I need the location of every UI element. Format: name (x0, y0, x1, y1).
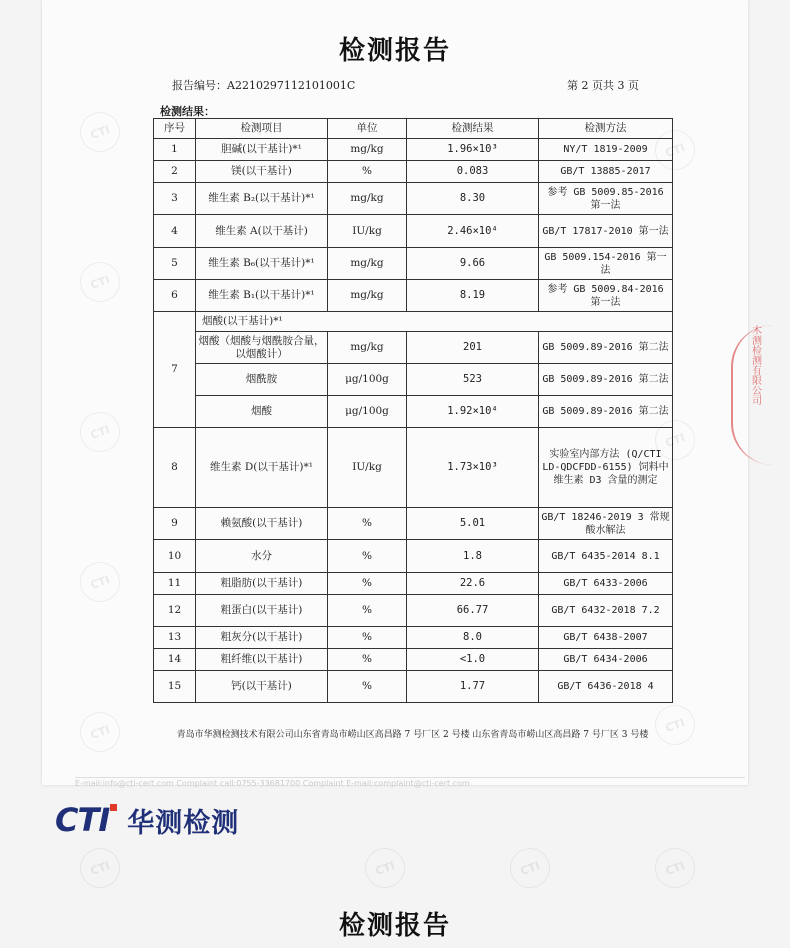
cell-no: 2 (154, 161, 196, 183)
cell-result: 9.66 (407, 248, 539, 280)
header-unit: 单位 (328, 119, 407, 139)
table-row (154, 215, 673, 248)
table-row (154, 139, 673, 161)
cell-unit: % (328, 671, 407, 703)
table-row (154, 595, 673, 627)
cell-no: 12 (154, 595, 196, 627)
cell-item: 粗脂肪(以干基计) (196, 573, 328, 595)
cell-unit: mg/kg (328, 332, 407, 364)
results-table (153, 118, 673, 703)
table-row (154, 508, 673, 540)
cell-no: 3 (154, 183, 196, 215)
cell-unit: % (328, 540, 407, 573)
table-row (154, 671, 673, 703)
table-row (154, 428, 673, 508)
next-page-title: 检测报告 (338, 911, 451, 941)
cell-result: 523 (407, 364, 539, 396)
cell-unit: % (328, 649, 407, 671)
cell-method: 参考 GB 5009.85-2016 第一法 (539, 183, 673, 215)
cell-method: GB/T 6438-2007 (539, 627, 673, 649)
header-no: 序号 (154, 119, 196, 139)
cell-result: 0.083 (407, 161, 539, 183)
cell-item: 镁(以干基计) (196, 161, 328, 183)
page-info: 第 2 页共 3 页 (567, 79, 639, 92)
cell-result: 1.73×10³ (407, 428, 539, 508)
cell-group-title: 烟酸(以干基计)*¹ (196, 312, 673, 332)
watermark-logo: CTI (74, 406, 125, 457)
table-row (154, 573, 673, 595)
report-number: 报告编号：A2210297112101001C (172, 79, 356, 92)
cti-logo-text: CTI (55, 801, 110, 839)
cell-item: 粗灰分(以干基计) (196, 627, 328, 649)
cell-method: GB/T 6433-2006 (539, 573, 673, 595)
cell-method: GB 5009.89-2016 第二法 (539, 396, 673, 428)
watermark-logo: CTI (74, 256, 125, 307)
cell-result: 5.01 (407, 508, 539, 540)
contact-line: E-mail:info@cti-cert.com Complaint call:0755-33681700 Complaint E-mail:complaint@cti-cert.com (75, 777, 745, 788)
cell-method: GB 5009.89-2016 第二法 (539, 364, 673, 396)
cell-result: 201 (407, 332, 539, 364)
watermark-logo: CTI (74, 556, 125, 607)
cell-result: 66.77 (407, 595, 539, 627)
cell-method: 参考 GB 5009.84-2016 第一法 (539, 280, 673, 312)
cell-no: 9 (154, 508, 196, 540)
table-row (154, 649, 673, 671)
cti-logo (55, 801, 119, 839)
header-item: 检测项目 (196, 119, 328, 139)
cell-unit: μg/100g (328, 396, 407, 428)
footer-address: 青岛市华测检测技术有限公司山东省青岛市崂山区高昌路 7 号厂区 2 号楼 山东省青岛市崂山区高昌路 7 号厂区 3 号楼 (176, 730, 649, 740)
table-row (154, 280, 673, 312)
cell-item: 粗蛋白(以干基计) (196, 595, 328, 627)
watermark-logo: CTI (649, 699, 700, 750)
cell-result: 8.30 (407, 183, 539, 215)
cell-unit: μg/100g (328, 364, 407, 396)
cell-method: GB/T 6432-2018 7.2 (539, 595, 673, 627)
cell-unit: mg/kg (328, 139, 407, 161)
cell-unit: % (328, 627, 407, 649)
table-row (154, 248, 673, 280)
watermark-logo: CTI (74, 842, 125, 893)
cell-unit: % (328, 595, 407, 627)
table-row (154, 332, 673, 364)
cell-result: 8.0 (407, 627, 539, 649)
watermark-logo: CTI (649, 414, 700, 465)
cell-item: 水分 (196, 540, 328, 573)
cell-method: GB 5009.154-2016 第一法 (539, 248, 673, 280)
cell-unit: % (328, 573, 407, 595)
cell-item: 赖氨酸(以干基计) (196, 508, 328, 540)
cell-method: 实验室内部方法 (Q/CTI LD-QDCFDD-6155) 饲料中维生素 D3 含量的测定 (539, 428, 673, 508)
cell-method: GB 5009.89-2016 第二法 (539, 332, 673, 364)
cell-unit: mg/kg (328, 280, 407, 312)
cell-item: 维生素 D(以干基计)*¹ (196, 428, 328, 508)
table-row (154, 540, 673, 573)
cell-no: 5 (154, 248, 196, 280)
cell-method: GB/T 6434-2006 (539, 649, 673, 671)
cell-method: GB/T 18246-2019 3 常规酸水解法 (539, 508, 673, 540)
cell-item: 烟酸（烟酸与烟酰胺合量，以烟酸计） (196, 332, 328, 364)
cell-no: 15 (154, 671, 196, 703)
cell-no: 10 (154, 540, 196, 573)
cell-item: 烟酸 (196, 396, 328, 428)
cell-result: 1.92×10⁴ (407, 396, 539, 428)
table-row (154, 312, 673, 332)
cell-no: 14 (154, 649, 196, 671)
cell-result: 22.6 (407, 573, 539, 595)
table-row (154, 364, 673, 396)
cell-item: 粗纤维(以干基计) (196, 649, 328, 671)
cell-unit: mg/kg (328, 248, 407, 280)
cell-no: 4 (154, 215, 196, 248)
brand-name: 华测检测 (127, 807, 240, 839)
logo-dot-icon (110, 804, 117, 811)
cell-method: GB/T 17817-2010 第一法 (539, 215, 673, 248)
cell-unit: % (328, 161, 407, 183)
cell-unit: mg/kg (328, 183, 407, 215)
cell-item: 维生素 B₁(以干基计)*¹ (196, 280, 328, 312)
cell-result: 1.8 (407, 540, 539, 573)
cell-method: GB/T 6435-2014 8.1 (539, 540, 673, 573)
header-result: 检测结果 (407, 119, 539, 139)
cell-method: GB/T 6436-2018 4 (539, 671, 673, 703)
cell-no: 11 (154, 573, 196, 595)
cell-no: 13 (154, 627, 196, 649)
watermark-logo: CTI (74, 106, 125, 157)
table-row (154, 161, 673, 183)
cell-item: 钙(以干基计) (196, 671, 328, 703)
cell-no: 6 (154, 280, 196, 312)
cell-result: <1.0 (407, 649, 539, 671)
report-title: 检测报告 (338, 36, 451, 66)
table-row (154, 627, 673, 649)
cell-result: 1.77 (407, 671, 539, 703)
table-header-row (154, 119, 673, 139)
table-row (154, 396, 673, 428)
cell-result: 2.46×10⁴ (407, 215, 539, 248)
cell-result: 1.96×10³ (407, 139, 539, 161)
cell-item: 维生素 B₂(以干基计)*¹ (196, 183, 328, 215)
cell-unit: % (328, 508, 407, 540)
cell-method: GB/T 13885-2017 (539, 161, 673, 183)
cell-method: NY/T 1819-2009 (539, 139, 673, 161)
watermark-logo: CTI (649, 124, 700, 175)
watermark-logo: CTI (649, 842, 700, 893)
cell-item: 维生素 B₆(以干基计)*¹ (196, 248, 328, 280)
section-label: 检测结果： (160, 105, 215, 118)
cell-unit: IU/kg (328, 428, 407, 508)
red-seal-stamp: 木测检测有限公司 (731, 325, 773, 465)
watermark-logo: CTI (359, 842, 410, 893)
cell-no: 7 (154, 312, 196, 428)
watermark-logo: CTI (74, 706, 125, 757)
header-method: 检测方法 (539, 119, 673, 139)
watermark-logo: CTI (504, 842, 555, 893)
brand-header (55, 800, 239, 840)
cell-no: 1 (154, 139, 196, 161)
cell-item: 烟酰胺 (196, 364, 328, 396)
cell-unit: IU/kg (328, 215, 407, 248)
cell-result: 8.19 (407, 280, 539, 312)
table-row (154, 183, 673, 215)
cell-item: 胆碱(以干基计)*¹ (196, 139, 328, 161)
cell-item: 维生素 A(以干基计) (196, 215, 328, 248)
cell-no: 8 (154, 428, 196, 508)
